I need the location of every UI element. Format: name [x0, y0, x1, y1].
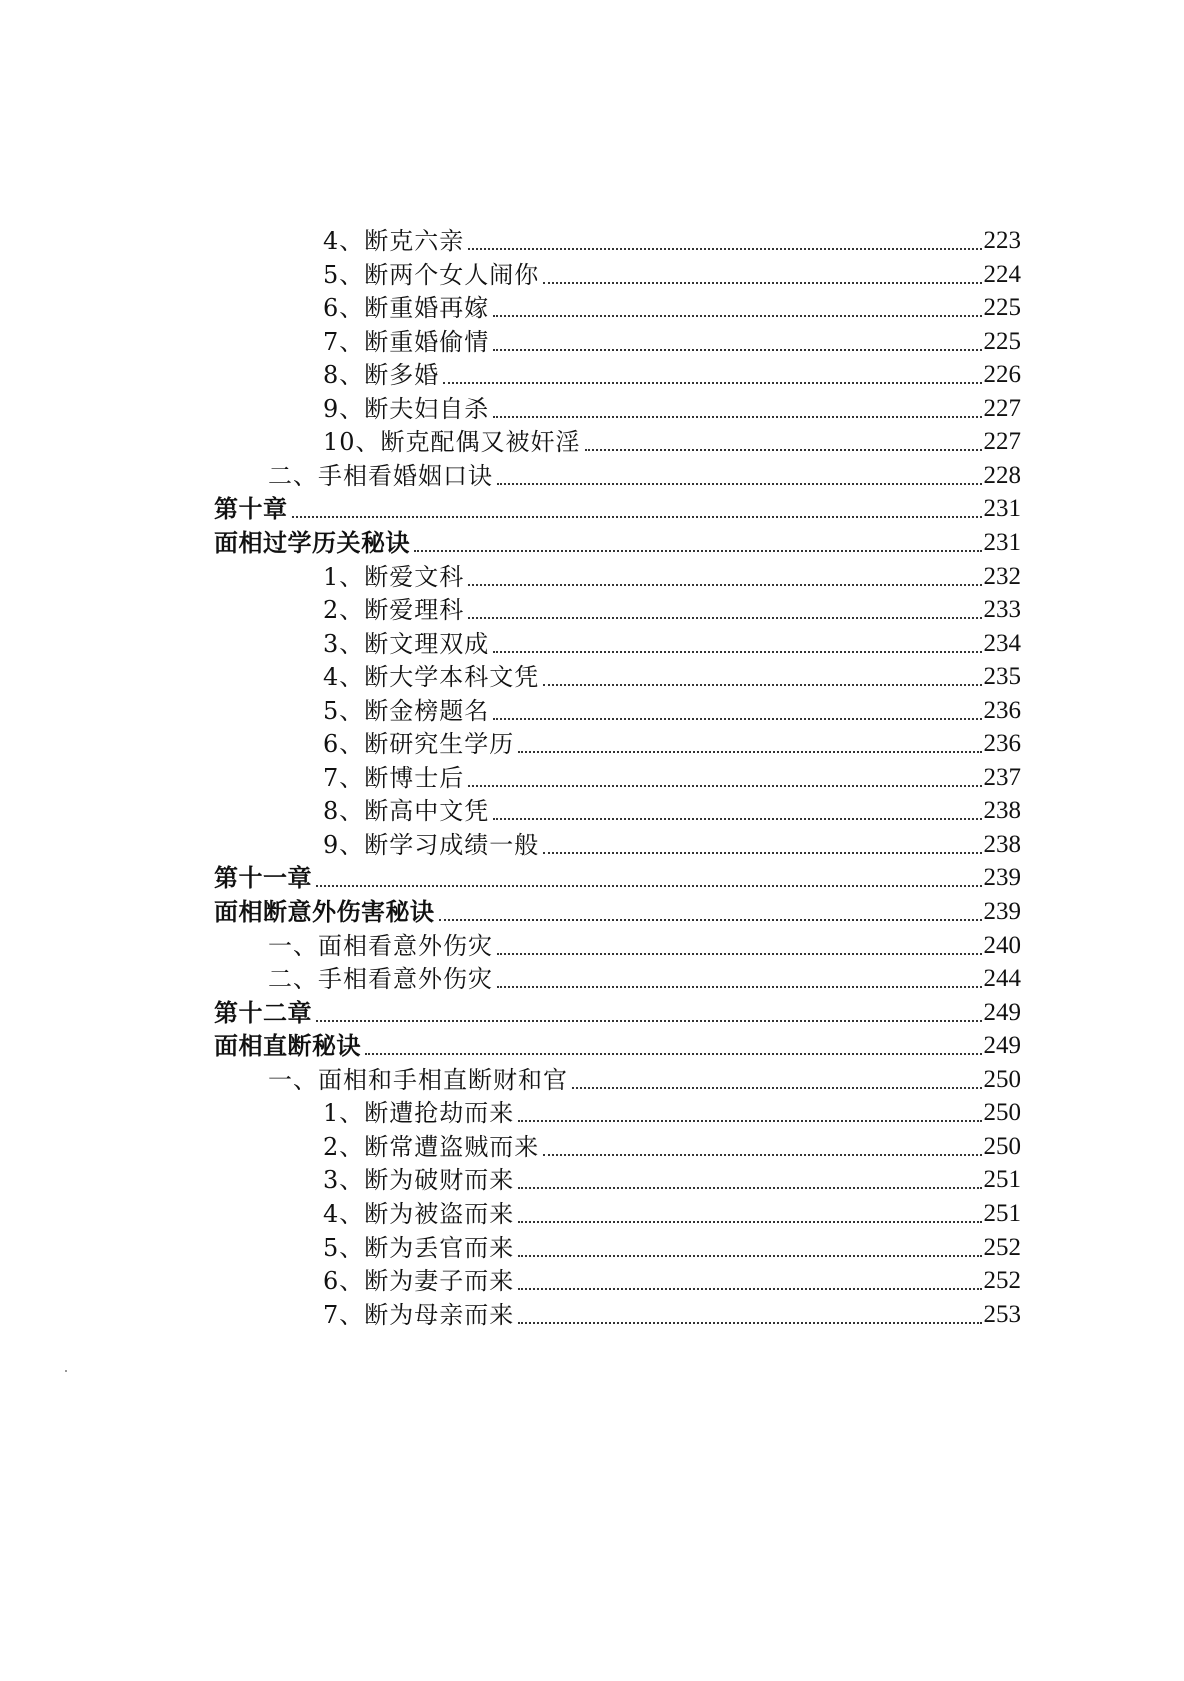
- toc-entry: [323, 1193, 1021, 1229]
- dot-leader: [493, 718, 981, 720]
- toc-entry-title: 7、断重婚偷情: [323, 327, 490, 356]
- toc-entry-title: 一、面相看意外伤灾: [268, 931, 493, 960]
- toc-entry-title: 二、手相看意外伤灾: [268, 965, 493, 994]
- toc-entry-title: 4、断为被盗而来: [323, 1199, 515, 1228]
- toc-entry-page-number: 238: [983, 830, 1021, 858]
- toc-entry-title: 7、断为母亲而来: [323, 1300, 515, 1329]
- toc-entry-title: 面相断意外伤害秘诀: [214, 898, 435, 926]
- dot-leader: [518, 1187, 981, 1189]
- toc-entry: [323, 1159, 1021, 1195]
- toc-entry-title: 2、断爱理科: [323, 596, 465, 625]
- toc-entry: [323, 623, 1021, 659]
- toc-entry-title: 第十章: [214, 495, 288, 524]
- toc-entry: [268, 455, 1021, 491]
- dot-leader: [468, 785, 981, 787]
- toc-entry-title: 9、断夫妇自杀: [323, 394, 490, 423]
- toc-entry: [323, 656, 1021, 692]
- toc-chapter-entry: [214, 992, 1021, 1028]
- dot-leader: [543, 1154, 981, 1156]
- toc-entry-title: 第十二章: [214, 998, 312, 1027]
- dot-leader: [316, 885, 982, 887]
- dot-leader: [518, 1120, 981, 1122]
- toc-entry-title: 8、断高中文凭: [323, 797, 490, 826]
- dot-leader: [497, 483, 982, 485]
- toc-entry-page-number: 236: [983, 696, 1021, 724]
- toc-entry-title: 3、断为破财而来: [323, 1166, 515, 1195]
- toc-entry-page-number: 251: [983, 1166, 1021, 1194]
- dot-leader: [493, 416, 981, 418]
- dot-leader: [518, 1322, 981, 1324]
- scan-speck: [65, 1370, 67, 1372]
- toc-entry-title: 7、断博士后: [323, 763, 465, 792]
- toc-entry: [323, 824, 1021, 860]
- toc-entry: [323, 790, 1021, 826]
- toc-entry: [268, 958, 1021, 994]
- toc-entry-title: 面相直断秘诀: [214, 1032, 361, 1061]
- toc-entry-page-number: 239: [983, 898, 1021, 925]
- toc-entry-title: 1、断爱文科: [323, 562, 465, 591]
- toc-entry: [268, 925, 1021, 961]
- toc-entry-title: 4、断克六亲: [323, 227, 465, 255]
- dot-leader: [572, 1087, 982, 1089]
- dot-leader: [292, 516, 982, 518]
- toc-entry-title: 1、断遭抢劫而来: [323, 1099, 515, 1128]
- toc-entry-page-number: 235: [983, 663, 1021, 691]
- toc-entry-title: 4、断大学本科文凭: [323, 663, 540, 692]
- toc-entry-title: 第十一章: [214, 864, 312, 893]
- dot-leader: [543, 852, 981, 854]
- toc-chapter-entry: [214, 522, 1021, 558]
- toc-entry: [323, 556, 1021, 592]
- toc-entry-page-number: 231: [983, 528, 1021, 556]
- toc-entry-page-number: 237: [983, 763, 1021, 791]
- toc-chapter-entry: [214, 1025, 1021, 1061]
- toc-entry: [323, 1092, 1021, 1128]
- dot-leader: [443, 382, 981, 384]
- dot-leader: [365, 1053, 982, 1055]
- toc-entry-title: 一、面相和手相直断财和官: [268, 1065, 568, 1094]
- toc-entry: [323, 1294, 1021, 1330]
- toc-entry: [323, 1126, 1021, 1162]
- toc-entry-title: 2、断常遭盗贼而来: [323, 1132, 540, 1161]
- toc-entry: [268, 1059, 1021, 1095]
- dot-leader: [585, 449, 982, 451]
- dot-leader: [493, 349, 981, 351]
- dot-leader: [414, 550, 982, 552]
- toc-entry-page-number: 249: [983, 1032, 1021, 1060]
- toc-entry-title: 10、断克配偶又被奸淫: [323, 428, 581, 457]
- toc-entry-page-number: 238: [983, 797, 1021, 825]
- toc-entry-page-number: 223: [983, 227, 1021, 254]
- toc-entry-page-number: 225: [983, 294, 1021, 322]
- dot-leader: [468, 617, 981, 619]
- toc-entry-title: 二、手相看婚姻口诀: [268, 461, 493, 490]
- dot-leader: [493, 818, 981, 820]
- toc-entry-page-number: 224: [983, 260, 1021, 288]
- dot-leader: [468, 248, 981, 250]
- dot-leader: [518, 1288, 981, 1290]
- toc-entry-title: 5、断为丢官而来: [323, 1233, 515, 1262]
- toc-entry-page-number: 231: [983, 495, 1021, 523]
- toc-entry: [323, 723, 1021, 759]
- toc-entry: [323, 321, 1021, 357]
- toc-entry-page-number: 250: [983, 1099, 1021, 1127]
- toc-entry: [323, 757, 1021, 793]
- dot-leader: [497, 953, 982, 955]
- toc-entry: [323, 1227, 1021, 1263]
- toc-entry: [323, 1260, 1021, 1296]
- toc-chapter-entry: [214, 488, 1021, 524]
- toc-entry-title: 3、断文理双成: [323, 629, 490, 658]
- toc-entry-page-number: 232: [983, 562, 1021, 590]
- toc-entry-page-number: 252: [983, 1233, 1021, 1261]
- toc-entry-page-number: 236: [983, 730, 1021, 758]
- dot-leader: [543, 282, 981, 284]
- toc-entry-title: 6、断重婚再嫁: [323, 294, 490, 323]
- toc-entry: [323, 254, 1021, 290]
- toc-entry-page-number: 227: [983, 394, 1021, 422]
- dot-leader: [543, 684, 981, 686]
- dot-leader: [439, 919, 982, 921]
- toc-entry: [323, 421, 1021, 457]
- dot-leader: [518, 751, 981, 753]
- toc-entry-page-number: 225: [983, 327, 1021, 355]
- toc-entry-page-number: 233: [983, 596, 1021, 624]
- toc-entry-title: 6、断研究生学历: [323, 730, 515, 759]
- toc-entry-page-number: 253: [983, 1300, 1021, 1328]
- dot-leader: [316, 1020, 982, 1022]
- toc-entry-page-number: 250: [983, 1132, 1021, 1160]
- dot-leader: [493, 651, 981, 653]
- dot-leader: [518, 1221, 981, 1223]
- toc-entry-title: 8、断多婚: [323, 361, 440, 390]
- toc-entry-title: 9、断学习成绩一般: [323, 830, 540, 859]
- toc-entry: [323, 287, 1021, 323]
- toc-entry-page-number: 252: [983, 1267, 1021, 1295]
- dot-leader: [493, 315, 981, 317]
- toc-entry-page-number: 249: [983, 998, 1021, 1026]
- toc-entry: [323, 354, 1021, 390]
- toc-entry: [323, 388, 1021, 424]
- toc-entry: [323, 220, 1021, 256]
- toc-entry-page-number: 228: [983, 461, 1021, 489]
- toc-entry-page-number: 244: [983, 965, 1021, 993]
- toc-entry-page-number: 226: [983, 361, 1021, 389]
- toc-entry-page-number: 250: [983, 1065, 1021, 1093]
- toc-entry-title: 5、断金榜题名: [323, 696, 490, 725]
- toc-entry-title: 面相过学历关秘诀: [214, 528, 410, 557]
- toc-chapter-entry: [214, 891, 1021, 927]
- dot-leader: [518, 1255, 981, 1257]
- toc-entry-page-number: 234: [983, 629, 1021, 657]
- toc-entry-page-number: 251: [983, 1199, 1021, 1227]
- dot-leader: [497, 986, 982, 988]
- toc-entry-page-number: 240: [983, 931, 1021, 959]
- dot-leader: [468, 584, 981, 586]
- toc-chapter-entry: [214, 857, 1021, 893]
- toc-entry-title: 5、断两个女人闹你: [323, 260, 540, 289]
- toc-entry: [323, 690, 1021, 726]
- toc-entry-page-number: 239: [983, 864, 1021, 892]
- toc-entry-page-number: 227: [983, 428, 1021, 456]
- toc-entry-title: 6、断为妻子而来: [323, 1267, 515, 1296]
- toc-entry: [323, 589, 1021, 625]
